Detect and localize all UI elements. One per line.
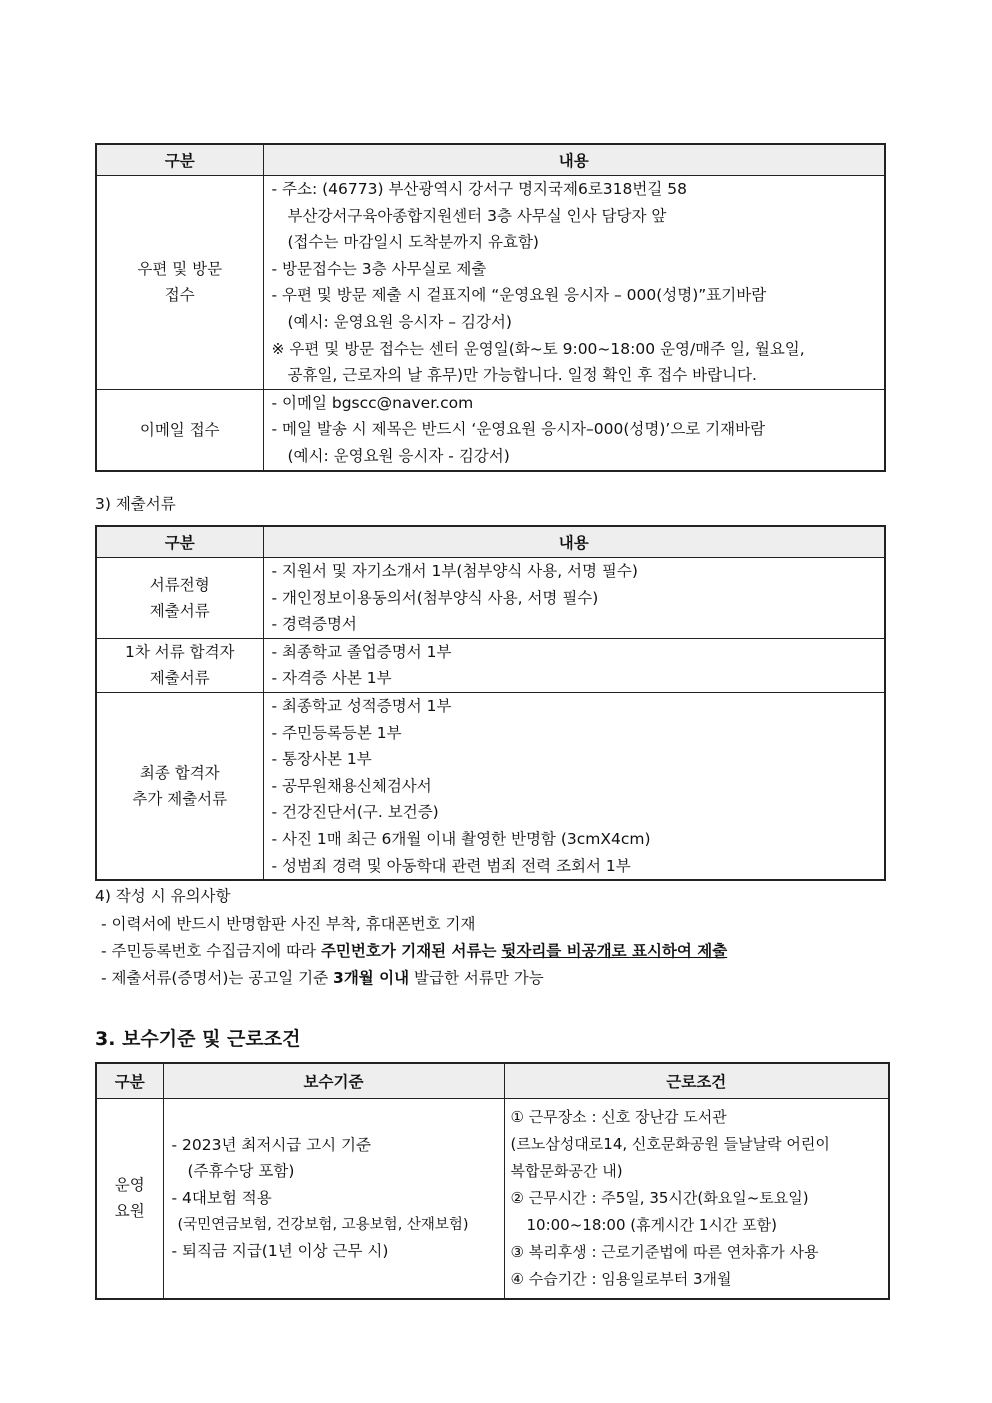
table2-content-screening — [263, 558, 885, 639]
list-item: - 자격증 사본 1부 — [271, 669, 392, 688]
table2-category-final: 최종 합격자 추가 제출서류 — [96, 692, 263, 880]
list-item: - 퇴직금 지급(1년 이상 근무 시) — [171, 1242, 389, 1261]
table3-category: 운영 요원 — [96, 1099, 163, 1299]
notice-line: 공휴일, 근로자의 날 휴무)만 가능합니다. 일정 확인 후 접수 바랍니다. — [287, 366, 757, 385]
list-item: (국민연금보험, 건강보험, 고용보험, 산재보험) — [177, 1216, 469, 1233]
section-heading-pay-conditions: 3. 보수기준 및 근로조건 — [95, 1028, 301, 1050]
list-item: (예시: 운영요원 응시자 - 김강서) — [287, 446, 510, 465]
list-item: - 우편 및 방문 제출 시 겉표지에 “운영요원 응시자 – 000(성명)”표기바람 — [271, 286, 767, 305]
list-item: - 최종학교 졸업증명서 1부 — [271, 642, 452, 661]
list-item: - 방문접수는 3층 사무실로 제출 — [271, 259, 487, 278]
table2-content-final — [263, 692, 885, 880]
list-item: - 최종학교 성적증명서 1부 — [271, 696, 452, 715]
list-item: - 주민등록등본 1부 — [271, 723, 402, 742]
list-item: - 성범죄 경력 및 아동학대 관련 범죄 전력 조회서 1부 — [271, 856, 631, 875]
table3-work-conditions — [504, 1099, 889, 1299]
table1-header-category: 구분 — [96, 144, 263, 176]
list-item: - 경력증명서 — [271, 615, 357, 634]
emphasis-text: 주민번호가 기재된 서류는 — [320, 942, 497, 960]
list-item: - 4대보험 적용 — [171, 1188, 272, 1207]
underlined-emphasis-text: 뒷자리를 비공개로 표시하여 제출 — [501, 942, 728, 960]
note-line: - 주민등록번호 수집금지에 따라 주민번호가 기재된 서류는 뒷자리를 비공개로 표시하여 제출 — [101, 942, 728, 960]
submission-method-table — [95, 143, 886, 472]
list-item: ② 근무시간 : 주5일, 35시간(화요일~토요일) — [510, 1188, 809, 1207]
section-title-documents: 3) 제출서류 — [95, 495, 176, 513]
list-item: ④ 수습기간 : 임용일로부터 3개월 — [510, 1269, 732, 1288]
table1-category-mail-visit: 우편 및 방문 접수 — [96, 176, 263, 390]
table1-category-email: 이메일 접수 — [96, 389, 263, 470]
list-item: (예시: 운영요원 응시자 – 김강서) — [287, 312, 512, 331]
table2-header-content: 내용 — [263, 526, 885, 558]
list-item: - 주소: (46773) 부산광역시 강서구 명지국제6로318번길 58 — [271, 180, 687, 198]
table3-header-category: 구분 — [96, 1063, 163, 1099]
list-item: - 지원서 및 자기소개서 1부(첨부양식 사용, 서명 필수) — [271, 562, 638, 580]
list-item: - 이메일 bgscc@naver.com — [271, 393, 474, 412]
table1-content-mail-visit — [263, 176, 885, 390]
list-item: - 건강진단서(구. 보건증) — [271, 803, 439, 822]
table1-header-content: 내용 — [263, 144, 885, 176]
list-item: - 사진 1매 최근 6개월 이내 촬영한 반명함 (3cmX4cm) — [271, 829, 651, 848]
list-item: (접수는 마감일시 도착분까지 유효함) — [287, 233, 539, 252]
table1-content-email — [263, 389, 885, 470]
note-line: - 이력서에 반드시 반명함판 사진 부착, 휴대폰번호 기재 — [101, 915, 476, 933]
note-line: - 제출서류(증명서)는 공고일 기준 3개월 이내 발급한 서류만 가능 — [101, 969, 544, 987]
list-item: ③ 복리후생 : 근로기준법에 따른 연차휴가 사용 — [510, 1242, 819, 1261]
table2-header-category: 구분 — [96, 526, 263, 558]
documents-table — [95, 525, 886, 881]
list-item: 복합문화공간 내) — [510, 1161, 623, 1180]
list-item: (르노삼성대로14, 신호문화공원 들날날락 어린이 — [510, 1134, 830, 1153]
table3-header-conditions: 근로조건 — [504, 1063, 889, 1099]
list-item: - 개인정보이용동의서(첨부양식 사용, 서명 필수) — [271, 588, 599, 607]
table2-content-first-pass — [263, 638, 885, 692]
table3-pay-standard — [163, 1099, 504, 1299]
notice-line: ※ 우편 및 방문 접수는 센터 운영일(화~토 9:00~18:00 운영/매주 일, 월요일, — [271, 339, 805, 358]
section-title-notes: 4) 작성 시 유의사항 — [95, 887, 231, 905]
pay-conditions-table — [95, 1062, 890, 1300]
list-item: 10:00~18:00 (휴게시간 1시간 포함) — [526, 1215, 777, 1234]
list-item: 부산강서구육아종합지원센터 3층 사무실 인사 담당자 앞 — [287, 206, 667, 225]
list-item: ① 근무장소 : 신호 장난감 도서관 — [510, 1107, 727, 1126]
list-item: - 공무원채용신체검사서 — [271, 776, 432, 795]
table2-category-first-pass: 1차 서류 합격자 제출서류 — [96, 638, 263, 692]
list-item: - 메일 발송 시 제목은 반드시 ‘운영요원 응시자–000(성명)’으로 기재바람 — [271, 420, 766, 439]
list-item: - 2023년 최저시급 고시 기준 — [171, 1135, 372, 1154]
list-item: (주휴수당 포함) — [187, 1162, 295, 1181]
table3-header-pay: 보수기준 — [163, 1063, 504, 1099]
list-item: - 통장사본 1부 — [271, 750, 372, 769]
emphasis-text: 3개월 이내 — [333, 969, 410, 987]
table2-category-screening: 서류전형 제출서류 — [96, 558, 263, 639]
